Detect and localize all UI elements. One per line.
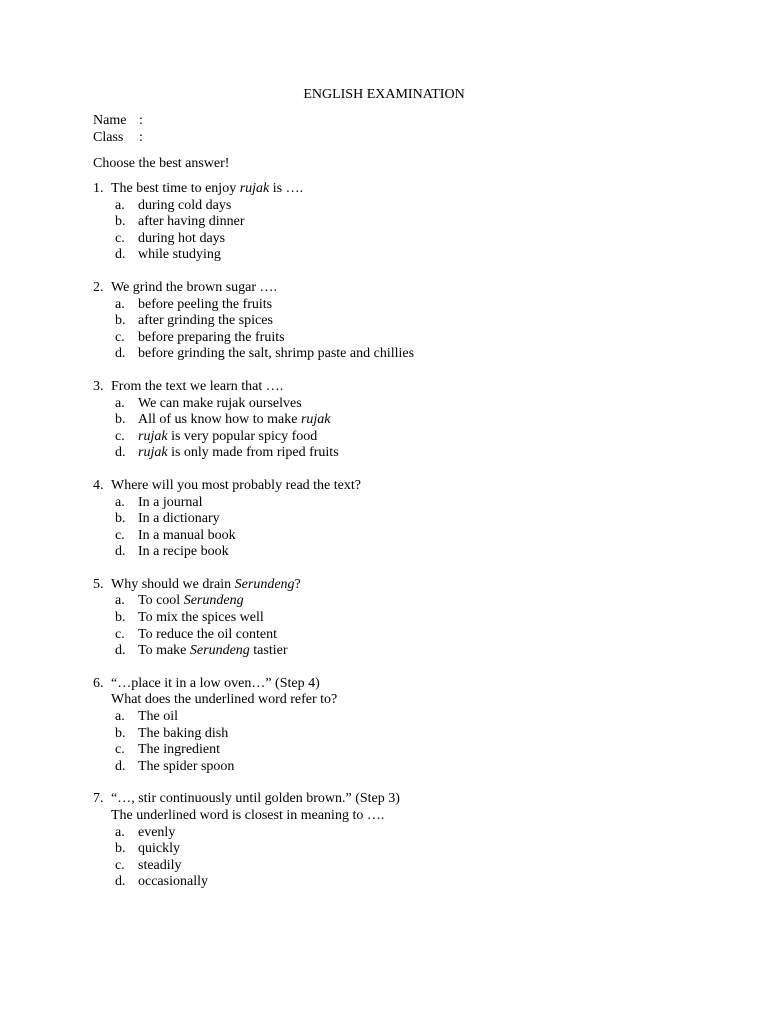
option-text (138, 297, 272, 314)
option-text (138, 396, 302, 413)
text-run: after having dinner (138, 214, 245, 230)
answer-options (93, 198, 713, 264)
question-number: 4. (93, 477, 104, 493)
text-run: occasionally (138, 874, 208, 890)
option-text (138, 214, 245, 231)
instruction: Choose the best answer! (93, 156, 230, 171)
option-text (138, 511, 220, 528)
option-text (138, 627, 277, 644)
answer-option-c (93, 231, 713, 248)
answer-option-d (93, 874, 713, 891)
question-number: 7. (93, 791, 104, 807)
question-text (111, 577, 301, 594)
text-run: Where will you most probably read the text? (111, 477, 361, 493)
option-text (138, 874, 208, 891)
option-text (138, 231, 225, 248)
answer-option-b (93, 726, 713, 743)
answer-option-d (93, 643, 713, 660)
question-text (111, 478, 361, 495)
text-run: before peeling the fruits (138, 296, 273, 312)
answer-option-b (93, 511, 713, 528)
question-text (111, 181, 303, 198)
name-label: Name (93, 113, 127, 128)
question-stem (93, 791, 713, 808)
answer-option-d (93, 247, 713, 264)
option-text (138, 247, 221, 264)
option-letter: a. (115, 593, 125, 609)
text-run: Why should we drain (111, 576, 235, 592)
text-run: ? (294, 576, 301, 592)
text-run: is very popular spicy food (167, 428, 318, 444)
text-run: before grinding the salt, shrimp paste and chillies (138, 346, 415, 362)
answer-option-a (93, 593, 713, 610)
student-identity (93, 112, 143, 146)
answer-options (93, 297, 713, 363)
text-run: We can make rujak ourselves (138, 395, 302, 411)
question-stem (93, 280, 713, 297)
answer-options (93, 709, 713, 775)
question-text (111, 676, 320, 693)
option-text (138, 429, 317, 446)
option-letter: a. (115, 197, 125, 213)
option-letter: b. (115, 214, 126, 230)
text-run: In a dictionary (138, 511, 220, 527)
answer-option-c (93, 858, 713, 875)
text-run: while studying (138, 247, 221, 263)
text-run: In a journal (138, 494, 203, 510)
text-run: The spider spoon (138, 758, 235, 774)
option-text (138, 330, 285, 347)
question-text (111, 791, 400, 808)
option-letter: a. (115, 824, 125, 840)
option-text (138, 709, 178, 726)
question-number: 5. (93, 576, 104, 592)
option-letter: c. (115, 742, 125, 758)
option-text (138, 593, 244, 610)
option-letter: a. (115, 296, 125, 312)
text-run: In a manual book (138, 527, 236, 543)
option-text (138, 528, 236, 545)
question-number: 1. (93, 181, 104, 196)
question-number: 2. (93, 279, 104, 295)
option-letter: d. (115, 247, 126, 263)
text-run: during cold days (138, 197, 232, 213)
question-item (93, 181, 713, 264)
text-run: Serundeng (183, 593, 244, 609)
answer-options (93, 825, 713, 891)
text-run: during hot days (138, 230, 226, 246)
question-subtext: The underlined word is closest in meaning to …. (111, 808, 385, 823)
text-run: is only made from riped fruits (167, 445, 339, 461)
option-letter: c. (115, 626, 125, 642)
option-letter: c. (115, 428, 125, 444)
option-text (138, 313, 273, 330)
name-separator: : (139, 113, 143, 128)
text-run: is …. (269, 181, 304, 196)
answer-option-c (93, 330, 713, 347)
question-subtext: What does the underlined word refer to? (111, 692, 338, 708)
answer-option-a (93, 495, 713, 512)
option-letter: b. (115, 610, 126, 626)
name-row (93, 112, 143, 129)
text-run: The baking dish (138, 725, 229, 741)
option-letter: c. (115, 329, 125, 345)
option-text (138, 825, 175, 842)
option-letter: c. (115, 857, 125, 873)
answer-option-d (93, 759, 713, 776)
option-text (138, 858, 182, 875)
option-letter: d. (115, 346, 126, 362)
answer-option-d (93, 346, 713, 363)
option-letter: d. (115, 874, 126, 890)
question-item (93, 791, 713, 891)
option-letter: c. (115, 527, 125, 543)
question-list (93, 181, 713, 907)
question-item (93, 676, 713, 776)
text-run: To make (138, 643, 190, 659)
answer-option-c (93, 627, 713, 644)
option-text (138, 841, 180, 858)
option-text (138, 759, 234, 776)
question-stem (93, 676, 713, 693)
option-letter: b. (115, 412, 126, 428)
answer-option-a (93, 198, 713, 215)
answer-option-b (93, 214, 713, 231)
answer-option-d (93, 445, 713, 462)
answer-option-b (93, 610, 713, 627)
text-run: To mix the spices well (138, 610, 264, 626)
answer-option-a (93, 825, 713, 842)
option-letter: d. (115, 758, 126, 774)
answer-option-a (93, 709, 713, 726)
option-letter: b. (115, 511, 126, 527)
option-text (138, 495, 203, 512)
option-letter: a. (115, 494, 125, 510)
question-item (93, 478, 713, 561)
question-text (111, 280, 277, 297)
answer-option-a (93, 396, 713, 413)
page-title: ENGLISH EXAMINATION (303, 87, 465, 102)
question-text (111, 379, 283, 396)
text-run: The ingredient (138, 742, 221, 758)
option-letter: c. (115, 230, 125, 246)
option-text (138, 742, 220, 759)
question-number: 3. (93, 378, 104, 394)
text-run: rujak (239, 181, 270, 196)
text-run: rujak (138, 445, 168, 461)
text-run: “…, stir continuously until golden brown.” (Step 3) (111, 791, 400, 807)
answer-option-a (93, 297, 713, 314)
option-letter: b. (115, 841, 126, 857)
option-letter: d. (115, 544, 126, 560)
text-run: Serundeng (189, 643, 250, 659)
text-run: rujak (300, 412, 331, 428)
text-run: tastier (249, 643, 288, 659)
text-run: after grinding the spices (138, 313, 273, 329)
option-text (138, 412, 331, 429)
answer-option-b (93, 841, 713, 858)
option-text (138, 544, 229, 561)
class-label: Class (93, 130, 124, 145)
class-row (93, 129, 143, 146)
answer-option-b (93, 313, 713, 330)
text-run: From the text we learn that …. (111, 378, 284, 394)
text-run: evenly (138, 824, 176, 840)
text-run: The oil (138, 709, 179, 725)
text-run: Serundeng (234, 576, 295, 592)
option-letter: d. (115, 643, 126, 659)
option-text (138, 610, 264, 627)
option-letter: a. (115, 395, 125, 411)
option-text (138, 346, 414, 363)
question-number: 6. (93, 675, 104, 691)
question-stem (93, 181, 713, 198)
option-text (138, 643, 288, 660)
question-item (93, 379, 713, 462)
text-run: In a recipe book (138, 544, 229, 560)
text-run: We grind the brown sugar …. (111, 279, 278, 295)
question-stem (93, 478, 713, 495)
text-run: “…place it in a low oven…” (Step 4) (111, 675, 320, 691)
option-letter: d. (115, 445, 126, 461)
option-text (138, 726, 228, 743)
class-separator: : (139, 130, 143, 145)
answer-option-c (93, 742, 713, 759)
question-stem (93, 379, 713, 396)
text-run: All of us know how to make (138, 412, 301, 428)
text-run: quickly (138, 841, 180, 857)
option-text (138, 445, 339, 462)
text-run: rujak (138, 428, 168, 444)
text-run: To reduce the oil content (138, 626, 277, 642)
question-stem (93, 577, 713, 594)
text-run: steadily (138, 857, 182, 873)
question-item (93, 577, 713, 660)
answer-options (93, 495, 713, 561)
answer-options (93, 396, 713, 462)
option-letter: b. (115, 725, 126, 741)
answer-option-b (93, 412, 713, 429)
answer-option-c (93, 429, 713, 446)
option-letter: b. (115, 313, 126, 329)
text-run: before preparing the fruits (138, 329, 285, 345)
answer-option-d (93, 544, 713, 561)
option-letter: a. (115, 709, 125, 725)
option-text (138, 198, 231, 215)
question-item (93, 280, 713, 363)
text-run: To cool (138, 593, 184, 609)
answer-option-c (93, 528, 713, 545)
answer-options (93, 593, 713, 659)
text-run: The best time to enjoy (111, 181, 240, 196)
